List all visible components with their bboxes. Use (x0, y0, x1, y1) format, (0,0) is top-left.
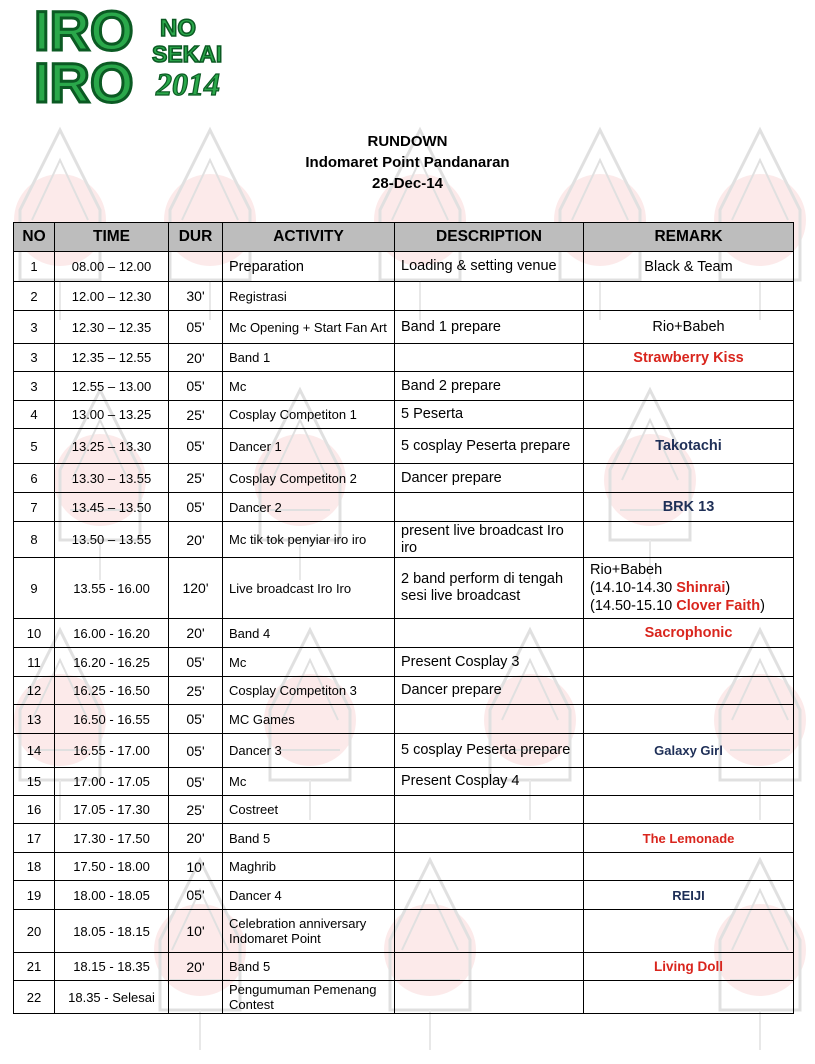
table-row (14, 493, 794, 522)
cell-dur: 20' (169, 619, 223, 648)
table-row (14, 824, 794, 853)
cell-no: 12 (14, 677, 55, 705)
cell-description (395, 705, 584, 734)
cell-dur: 10' (169, 853, 223, 881)
cell-dur: 25' (169, 677, 223, 705)
svg-text:SEKAI: SEKAI (152, 41, 223, 67)
column-header-no: NO (14, 223, 55, 252)
cell-remark (584, 522, 794, 558)
cell-activity: Dancer 2 (223, 493, 395, 522)
cell-activity: Celebration anniversary Indomaret Point (223, 910, 395, 953)
cell-time: 17.00 - 17.05 (55, 768, 169, 796)
cell-dur: 10' (169, 910, 223, 953)
cell-no: 14 (14, 734, 55, 768)
table-row (14, 910, 794, 953)
cell-description: Band 2 prepare (395, 372, 584, 401)
table-row (14, 768, 794, 796)
cell-no: 20 (14, 910, 55, 953)
cell-description: 2 band perform di tengah sesi live broadcast (395, 558, 584, 619)
cell-no: 22 (14, 981, 55, 1014)
cell-no: 4 (14, 401, 55, 429)
cell-remark (584, 282, 794, 311)
table-row (14, 464, 794, 493)
document-title: RUNDOWN (367, 133, 448, 150)
cell-description: present live broadcast Iro iro (395, 522, 584, 558)
table-row (14, 881, 794, 910)
cell-description (395, 493, 584, 522)
cell-dur (169, 981, 223, 1014)
table-row (14, 522, 794, 558)
cell-activity: Dancer 3 (223, 734, 395, 768)
cell-activity: Dancer 4 (223, 881, 395, 910)
cell-activity: Dancer 1 (223, 429, 395, 464)
cell-activity: Mc (223, 768, 395, 796)
cell-no: 15 (14, 768, 55, 796)
cell-remark: Black & Team (584, 252, 794, 282)
cell-time: 08.00 – 12.00 (55, 252, 169, 282)
table-row (14, 282, 794, 311)
cell-remark: Rio+Babeh (584, 311, 794, 344)
cell-remark: Strawberry Kiss (584, 344, 794, 372)
cell-no: 3 (14, 344, 55, 372)
cell-dur: 20' (169, 824, 223, 853)
cell-description (395, 796, 584, 824)
svg-text:2014: 2014 (156, 66, 220, 102)
cell-time: 18.15 - 18.35 (55, 953, 169, 981)
cell-activity: MC Games (223, 705, 395, 734)
cell-time: 17.50 - 18.00 (55, 853, 169, 881)
cell-time: 16.50 - 16.55 (55, 705, 169, 734)
cell-time: 13.45 – 13.50 (55, 493, 169, 522)
cell-activity: Cosplay Competiton 1 (223, 401, 395, 429)
cell-remark: Living Doll (584, 953, 794, 981)
table-row (14, 981, 794, 1014)
cell-remark (584, 372, 794, 401)
cell-no: 7 (14, 493, 55, 522)
column-header-dur: DUR (169, 223, 223, 252)
cell-no: 3 (14, 372, 55, 401)
cell-activity: Live broadcast Iro Iro (223, 558, 395, 619)
cell-description: Dancer prepare (395, 464, 584, 493)
cell-time: 12.55 – 13.00 (55, 372, 169, 401)
cell-dur: 20' (169, 522, 223, 558)
cell-activity: Cosplay Competiton 2 (223, 464, 395, 493)
date-heading: 28-Dec-14 (372, 175, 443, 192)
cell-remark (584, 648, 794, 677)
cell-remark (584, 464, 794, 493)
cell-description: Present Cosplay 4 (395, 768, 584, 796)
cell-time: 18.35 - Selesai (55, 981, 169, 1014)
cell-remark (584, 796, 794, 824)
cell-no: 19 (14, 881, 55, 910)
cell-remark (584, 910, 794, 953)
table-row (14, 429, 794, 464)
cell-activity: Band 5 (223, 953, 395, 981)
cell-description: 5 cosplay Peserta prepare (395, 734, 584, 768)
cell-activity: Maghrib (223, 853, 395, 881)
cell-no: 8 (14, 522, 55, 558)
band-name: Clover Faith (676, 598, 761, 614)
table-row (14, 619, 794, 648)
cell-time: 13.55 - 16.00 (55, 558, 169, 619)
column-header-description: DESCRIPTION (395, 223, 584, 252)
cell-dur: 20' (169, 344, 223, 372)
svg-text:NO: NO (160, 15, 196, 42)
cell-time: 16.25 - 16.50 (55, 677, 169, 705)
cell-activity: Mc (223, 372, 395, 401)
cell-remark: Galaxy Girl (584, 734, 794, 768)
cell-no: 3 (14, 311, 55, 344)
cell-dur: 25' (169, 401, 223, 429)
cell-description (395, 853, 584, 881)
cell-remark (584, 401, 794, 429)
cell-time: 12.30 – 12.35 (55, 311, 169, 344)
cell-remark (584, 768, 794, 796)
cell-time: 13.00 – 13.25 (55, 401, 169, 429)
cell-time: 18.00 - 18.05 (55, 881, 169, 910)
cell-remark: The Lemonade (584, 824, 794, 853)
cell-activity: Costreet (223, 796, 395, 824)
cell-activity: Registrasi (223, 282, 395, 311)
cell-description (395, 910, 584, 953)
cell-activity: Band 1 (223, 344, 395, 372)
cell-remark: Takotachi (584, 429, 794, 464)
cell-dur: 05' (169, 493, 223, 522)
cell-time: 13.30 – 13.55 (55, 464, 169, 493)
column-header-activity: ACTIVITY (223, 223, 395, 252)
venue-heading: Indomaret Point Pandanaran (305, 154, 510, 171)
column-header-time: TIME (55, 223, 169, 252)
cell-time: 17.30 - 17.50 (55, 824, 169, 853)
cell-activity: Pengumuman Pemenang Contest (223, 981, 395, 1014)
cell-time: 17.05 - 17.30 (55, 796, 169, 824)
cell-dur: 20' (169, 953, 223, 981)
cell-time: 18.05 - 18.15 (55, 910, 169, 953)
cell-description (395, 953, 584, 981)
cell-time: 16.00 - 16.20 (55, 619, 169, 648)
band-name: Shinrai (676, 580, 726, 596)
cell-dur: 05' (169, 768, 223, 796)
table-row (14, 853, 794, 881)
cell-description: Loading & setting venue (395, 252, 584, 282)
table-row (14, 401, 794, 429)
cell-dur: 05' (169, 648, 223, 677)
cell-time: 16.55 - 17.00 (55, 734, 169, 768)
table-row (14, 734, 794, 768)
table-row (14, 705, 794, 734)
cell-no: 10 (14, 619, 55, 648)
cell-description (395, 881, 584, 910)
cell-dur: 05' (169, 881, 223, 910)
table-row (14, 372, 794, 401)
cell-time: 13.50 – 13.55 (55, 522, 169, 558)
cell-dur: 120' (169, 558, 223, 619)
cell-dur: 25' (169, 464, 223, 493)
cell-dur: 30' (169, 282, 223, 311)
svg-text:IRO: IRO (34, 51, 134, 106)
cell-description (395, 824, 584, 853)
cell-description (395, 619, 584, 648)
svg-text:IRO: IRO (34, 0, 134, 62)
table-row (14, 558, 794, 619)
rundown-table (13, 222, 794, 1014)
cell-activity: Band 5 (223, 824, 395, 853)
table-row (14, 953, 794, 981)
cell-no: 16 (14, 796, 55, 824)
cell-remark: BRK 13 (584, 493, 794, 522)
remark-line: (14.10-14.30 Shinrai) (590, 580, 731, 596)
cell-activity: Cosplay Competiton 3 (223, 677, 395, 705)
cell-activity: Mc (223, 648, 395, 677)
cell-no: 13 (14, 705, 55, 734)
table-row (14, 796, 794, 824)
cell-description: 5 cosplay Peserta prepare (395, 429, 584, 464)
cell-no: 6 (14, 464, 55, 493)
cell-no: 18 (14, 853, 55, 881)
cell-no: 1 (14, 252, 55, 282)
cell-activity: Preparation (223, 252, 395, 282)
cell-no: 9 (14, 558, 55, 619)
table-row (14, 677, 794, 705)
cell-time: 16.20 - 16.25 (55, 648, 169, 677)
cell-no: 17 (14, 824, 55, 853)
table-row (14, 252, 794, 282)
cell-activity: Mc Opening + Start Fan Art (223, 311, 395, 344)
cell-time: 13.25 – 13.30 (55, 429, 169, 464)
cell-remark (584, 981, 794, 1014)
cell-remark: REIJI (584, 881, 794, 910)
cell-description (395, 344, 584, 372)
cell-remark (584, 705, 794, 734)
cell-dur: 05' (169, 372, 223, 401)
table-header-row (14, 223, 794, 252)
cell-dur: 05' (169, 311, 223, 344)
cell-no: 21 (14, 953, 55, 981)
cell-no: 2 (14, 282, 55, 311)
cell-activity: Mc tik tok penyiar iro iro (223, 522, 395, 558)
cell-description: Present Cosplay 3 (395, 648, 584, 677)
cell-description (395, 981, 584, 1014)
cell-dur: 05' (169, 734, 223, 768)
cell-remark: Sacrophonic (584, 619, 794, 648)
cell-no: 5 (14, 429, 55, 464)
cell-dur: 05' (169, 705, 223, 734)
cell-remark (584, 677, 794, 705)
cell-dur: 25' (169, 796, 223, 824)
remark-line: (14.50-15.10 Clover Faith) (590, 598, 765, 614)
cell-description: 5 Peserta (395, 401, 584, 429)
cell-dur (169, 252, 223, 282)
cell-time: 12.35 – 12.55 (55, 344, 169, 372)
column-header-remark: REMARK (584, 223, 794, 252)
cell-description (395, 282, 584, 311)
cell-dur: 05' (169, 429, 223, 464)
cell-description: Dancer prepare (395, 677, 584, 705)
table-row (14, 648, 794, 677)
cell-activity: Band 4 (223, 619, 395, 648)
cell-no: 11 (14, 648, 55, 677)
cell-description: Band 1 prepare (395, 311, 584, 344)
remark-line: Rio+Babeh (590, 562, 663, 578)
cell-remark (584, 853, 794, 881)
table-row (14, 344, 794, 372)
iro-iro-no-sekai-logo (32, 0, 272, 106)
table-row (14, 311, 794, 344)
cell-time: 12.00 – 12.30 (55, 282, 169, 311)
cell-remark (584, 558, 794, 619)
